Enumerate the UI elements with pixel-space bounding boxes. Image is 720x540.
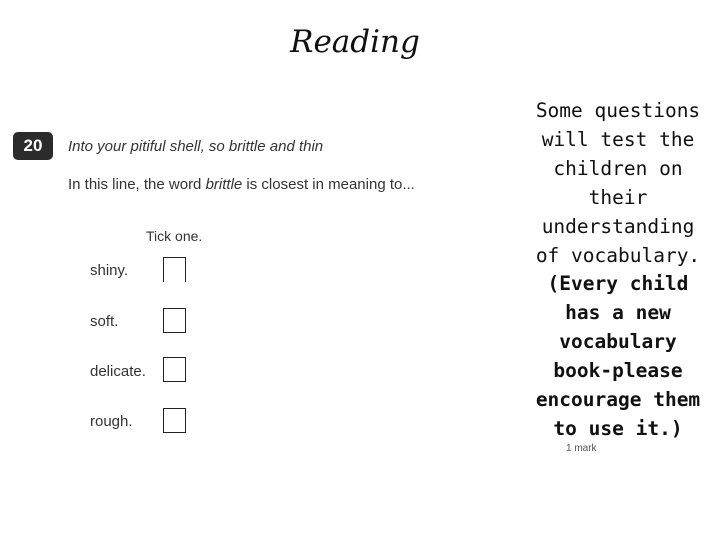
option-label-shiny: shiny. [90,262,129,279]
prompt-text-after: is closest in meaning to... [242,176,415,193]
question-prompt [68,176,415,193]
prompt-key-word: brittle [205,176,243,193]
option-label-rough: rough. [90,413,133,430]
side-note [533,97,703,444]
question-number-badge: 20 [13,132,53,160]
option-checkbox-delicate[interactable] [163,357,186,382]
prompt-text-before: In this line, the word [68,176,206,193]
question-quote: Into your pitiful shell, so brittle and thin [68,138,324,155]
side-note-text: Some questions will test the children on their understanding of vocabulary. [535,99,701,267]
option-checkbox-shiny[interactable] [163,257,186,282]
option-checkbox-rough[interactable] [163,408,186,433]
option-label-delicate: delicate. [90,363,146,380]
side-note-bold-text: (Every child has a new vocabulary book-please encourage them to use it.) [535,272,701,440]
slide-title: Reading [290,24,420,60]
option-label-soft: soft. [90,313,119,330]
tick-instruction: Tick one. [146,228,203,244]
mark-value: 1 mark [566,443,597,454]
option-checkbox-soft[interactable] [163,308,186,333]
